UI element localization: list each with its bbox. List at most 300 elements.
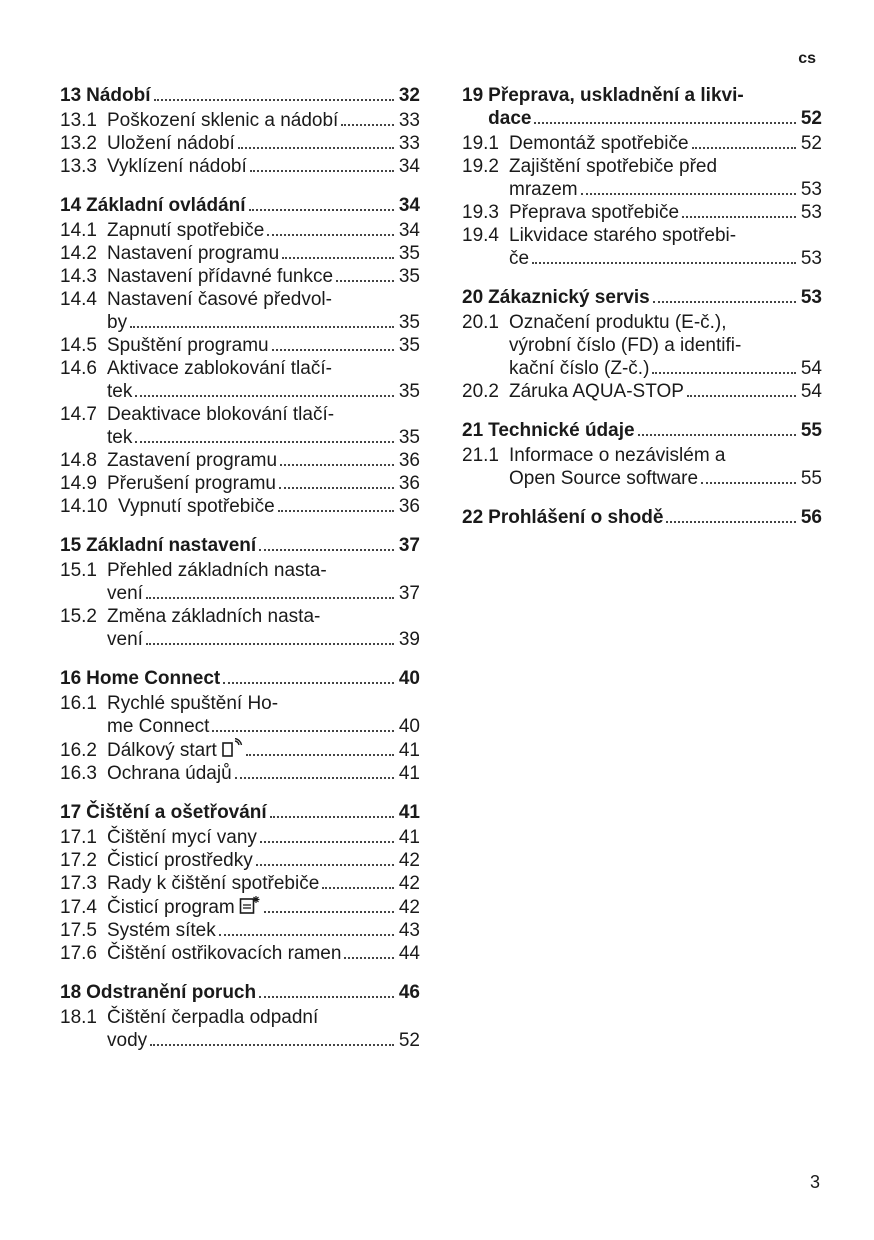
chapter-title	[86, 981, 420, 1004]
toc-page-number: 32	[398, 85, 420, 106]
dot-leader	[150, 1044, 394, 1046]
toc-entry-text: Čištění a ošetřování	[86, 802, 267, 823]
chapter-number: 17	[60, 802, 82, 823]
toc-leader-line	[509, 201, 822, 224]
toc-subentry-13-1[interactable]	[60, 109, 420, 132]
toc-page-number: 39	[398, 629, 420, 650]
toc-entry-text: Deaktivace blokování tlačí-	[107, 404, 335, 425]
subentry-number: 19.2	[462, 156, 499, 177]
dot-leader	[270, 816, 394, 818]
toc-entry-text: Přeprava spotřebiče	[509, 202, 680, 223]
subentry-title	[107, 155, 420, 178]
page-number: 3	[809, 1172, 820, 1192]
toc-leader-line	[86, 534, 420, 557]
toc-page-number: 35	[398, 381, 420, 402]
toc-section-14	[60, 194, 420, 518]
toc-page-number: 42	[398, 873, 420, 894]
subentry-title	[107, 472, 420, 495]
dot-leader	[666, 521, 795, 523]
toc-entry-text: Nastavení programu	[107, 243, 280, 264]
toc-subentry-14-4[interactable]	[60, 288, 420, 334]
toc-subentry-14-1[interactable]	[60, 219, 420, 242]
toc-subentry-14-10[interactable]	[60, 495, 420, 518]
toc-entry-text: Demontáž spotřebiče	[509, 133, 689, 154]
dot-leader	[687, 395, 796, 397]
toc-page-number: 35	[398, 243, 420, 264]
subentry-title	[118, 495, 420, 518]
subentry-title	[107, 1006, 420, 1052]
subentry-number: 14.3	[60, 266, 97, 287]
dot-leader	[238, 147, 394, 149]
subentry-title	[509, 444, 822, 490]
toc-leader-line	[107, 155, 420, 178]
toc-entry-text: Prohlášení o shodě	[488, 507, 664, 528]
toc-leader-line	[107, 715, 420, 738]
toc-entry-text: Rady k čištění spotřebiče	[107, 873, 320, 894]
subentry-number: 13.3	[60, 156, 97, 177]
chapter-title	[488, 84, 822, 130]
chapter-number: 16	[60, 668, 82, 689]
subentry-number: 16.2	[60, 740, 97, 761]
subentry-number: 14.10	[60, 496, 108, 517]
toc-column-right	[462, 84, 822, 545]
toc-entry-text: Změna základních nasta-	[107, 606, 321, 627]
toc-section-15	[60, 534, 420, 651]
dot-leader	[272, 349, 394, 351]
toc-entry-text: Čištění mycí vany	[107, 827, 257, 848]
chapter-title	[488, 506, 822, 529]
subentry-title	[107, 849, 420, 872]
toc-subentry-17-1[interactable]	[60, 826, 420, 849]
toc-chapter-heading[interactable]	[462, 286, 822, 309]
chapter-title	[86, 801, 420, 824]
toc-page-number: 46	[398, 982, 420, 1003]
toc-entry-text: Spuštění programu	[107, 335, 269, 356]
toc-entry-text: Zastavení programu	[107, 450, 278, 471]
toc-page-number: 42	[398, 850, 420, 871]
toc-subentry-20-1[interactable]	[462, 311, 822, 380]
subentry-number: 16.3	[60, 763, 97, 784]
toc-entry-text: Vyklízení nádobí	[107, 156, 247, 177]
dot-leader	[146, 597, 394, 599]
subentry-number: 14.6	[60, 358, 97, 379]
toc-entry-text: Zajištění spotřebiče před	[509, 156, 718, 177]
subentry-number: 15.2	[60, 606, 97, 627]
dot-leader	[532, 262, 796, 264]
toc-entry-text: dace	[488, 108, 532, 129]
dot-leader	[219, 934, 394, 936]
toc-page-number: 41	[398, 763, 420, 784]
toc-chapter-heading[interactable]	[462, 506, 822, 529]
dot-leader	[336, 280, 394, 282]
dot-leader	[259, 549, 394, 551]
toc-subentry-17-2[interactable]	[60, 849, 420, 872]
toc-leader-line	[509, 178, 822, 201]
toc-entry-text: Rychlé spuštění Ho-	[107, 693, 279, 714]
toc-page-number: 44	[398, 943, 420, 964]
toc-entry-text: Čisticí program	[107, 897, 235, 918]
dot-leader	[135, 395, 394, 397]
toc-entry-text: mrazem	[509, 179, 578, 200]
toc-leader-line	[86, 194, 420, 217]
subentry-title	[107, 449, 420, 472]
subentry-number: 14.1	[60, 220, 97, 241]
subentry-title	[107, 762, 420, 785]
toc-entry-text: Záruka AQUA-STOP	[509, 381, 684, 402]
toc-entry-text: Čisticí prostředky	[107, 850, 253, 871]
toc-entry-text: vení	[107, 583, 143, 604]
toc-leader-line	[107, 219, 420, 242]
dot-leader	[246, 754, 394, 756]
dot-leader	[652, 372, 795, 374]
toc-entry-text: výrobní číslo (FD) a identifi-	[509, 335, 742, 356]
toc-leader-line	[107, 895, 420, 919]
toc-leader-line	[107, 942, 420, 965]
subentry-title	[107, 942, 420, 965]
toc-page-number: 35	[398, 427, 420, 448]
toc-entry-text: by	[107, 312, 128, 333]
toc-page-number: 40	[398, 668, 420, 689]
toc-page-number: 36	[398, 473, 420, 494]
toc-entry-text: Technické údaje	[488, 420, 635, 441]
toc-entry-text: Home Connect	[86, 668, 221, 689]
toc-leader-line	[107, 132, 420, 155]
toc-entry-text: Čištění čerpadla odpadní	[107, 1007, 319, 1028]
toc-page-number: 41	[398, 802, 420, 823]
toc-chapter-heading[interactable]	[60, 84, 420, 107]
toc-leader-line	[509, 467, 822, 490]
toc-entry-text: Základní ovládání	[86, 195, 246, 216]
toc-subentry-15-2[interactable]	[60, 605, 420, 651]
remote-start-icon	[221, 738, 243, 762]
toc-leader-line	[86, 981, 420, 1004]
subentry-title	[107, 265, 420, 288]
toc-entry-text: vody	[107, 1030, 148, 1051]
toc-entry-text: Čištění ostřikovacích ramen	[107, 943, 342, 964]
chapter-title	[86, 194, 420, 217]
toc-page-number: 53	[800, 248, 822, 269]
toc-leader-line	[509, 132, 822, 155]
toc-chapter-heading[interactable]	[60, 981, 420, 1004]
toc-leader-line	[107, 109, 420, 132]
toc-entry-text: Ochrana údajů	[107, 763, 232, 784]
toc-entry-text: Dálkový start	[107, 740, 217, 761]
toc-page-number: 52	[800, 133, 822, 154]
chapter-number: 13	[60, 85, 82, 106]
chapter-title	[488, 419, 822, 442]
dot-leader	[235, 777, 394, 779]
toc-section-20	[462, 286, 822, 403]
toc-page-number: 34	[398, 156, 420, 177]
toc-entry-text: Nastavení přídavné funkce	[107, 266, 334, 287]
toc-subentry-15-1[interactable]	[60, 559, 420, 605]
toc-page-number: 35	[398, 266, 420, 287]
toc-leader-line	[107, 1029, 420, 1052]
toc-chapter-heading[interactable]	[462, 84, 822, 130]
subentry-number: 21.1	[462, 445, 499, 466]
toc-entry-text: Základní nastavení	[86, 535, 257, 556]
toc-entry-text: Nádobí	[86, 85, 151, 106]
toc-leader-line	[107, 762, 420, 785]
toc-leader-line	[107, 426, 420, 449]
subentry-number: 17.2	[60, 850, 97, 871]
subentry-title	[509, 155, 822, 201]
chapter-number: 21	[462, 420, 484, 441]
toc-leader-line	[107, 582, 420, 605]
toc-subentry-17-6[interactable]	[60, 942, 420, 965]
subentry-title	[107, 132, 420, 155]
subentry-number: 13.2	[60, 133, 97, 154]
toc-leader-line	[107, 738, 420, 762]
toc-entry-text: Zapnutí spotřebiče	[107, 220, 265, 241]
toc-subentry-19-3[interactable]	[462, 201, 822, 224]
toc-page-number: 55	[800, 420, 822, 441]
toc-chapter-heading[interactable]	[60, 194, 420, 217]
toc-leader-line	[107, 919, 420, 942]
toc-subentry-14-9[interactable]	[60, 472, 420, 495]
toc-section-21	[462, 419, 822, 490]
toc-page-number: 53	[800, 179, 822, 200]
subentry-title	[107, 738, 420, 762]
toc-entry-text: Přerušení programu	[107, 473, 276, 494]
toc-section-16	[60, 667, 420, 785]
toc-leader-line	[107, 849, 420, 872]
toc-entry-text: tek	[107, 381, 133, 402]
subentry-number: 15.1	[60, 560, 97, 581]
dot-leader	[259, 996, 394, 998]
toc-section-13	[60, 84, 420, 178]
toc-subentry-14-3[interactable]	[60, 265, 420, 288]
toc-entry-text: me Connect	[107, 716, 210, 737]
toc-leader-line	[107, 826, 420, 849]
dot-leader	[638, 434, 796, 436]
subentry-number: 14.2	[60, 243, 97, 264]
toc-page-number: 37	[398, 583, 420, 604]
toc-leader-line	[488, 286, 822, 309]
toc-entry-text: če	[509, 248, 530, 269]
toc-subentry-14-5[interactable]	[60, 334, 420, 357]
subentry-title	[107, 919, 420, 942]
subentry-number: 17.4	[60, 897, 97, 918]
toc-page-number: 35	[398, 335, 420, 356]
toc-entry-text: Informace o nezávislém a	[509, 445, 726, 466]
toc-entry-text: Likvidace starého spotřebi-	[509, 225, 737, 246]
toc-leader-line	[107, 872, 420, 895]
chapter-title	[488, 286, 822, 309]
toc-subentry-19-2[interactable]	[462, 155, 822, 201]
toc-page-number: 36	[398, 450, 420, 471]
dot-leader	[154, 99, 394, 101]
subentry-number: 17.6	[60, 943, 97, 964]
toc-entry-text: Systém sítek	[107, 920, 216, 941]
subentry-number: 18.1	[60, 1007, 97, 1028]
toc-page-number: 54	[800, 358, 822, 379]
subentry-title	[509, 132, 822, 155]
toc-leader-line	[509, 247, 822, 270]
toc-subentry-20-2[interactable]	[462, 380, 822, 403]
toc-subentry-13-2[interactable]	[60, 132, 420, 155]
toc-page-number: 35	[398, 312, 420, 333]
toc-subentry-17-5[interactable]	[60, 919, 420, 942]
dot-leader	[653, 301, 796, 303]
toc-chapter-heading[interactable]	[60, 667, 420, 690]
subentry-number: 14.8	[60, 450, 97, 471]
dot-leader	[256, 864, 394, 866]
toc-page-number: 40	[398, 716, 420, 737]
toc-subentry-16-2[interactable]	[60, 738, 420, 762]
toc-page-number: 53	[800, 202, 822, 223]
dot-leader	[282, 257, 394, 259]
subentry-number: 20.2	[462, 381, 499, 402]
toc-subentry-14-8[interactable]	[60, 449, 420, 472]
toc-entry-text: tek	[107, 427, 133, 448]
chapter-title	[86, 84, 420, 107]
toc-entry-text: Označení produktu (E-č.),	[509, 312, 727, 333]
subentry-title	[107, 605, 420, 651]
chapter-number: 19	[462, 85, 484, 106]
dot-leader	[264, 911, 394, 913]
dot-leader	[146, 643, 394, 645]
dot-leader	[682, 216, 796, 218]
chapter-title	[86, 534, 420, 557]
toc-subentry-13-3[interactable]	[60, 155, 420, 178]
toc-entry-text: Přehled základních nasta-	[107, 560, 327, 581]
toc-entry-text: Vypnutí spotřebiče	[118, 496, 275, 517]
toc-entry-text: Zákaznický servis	[488, 287, 650, 308]
toc-section-19	[462, 84, 822, 270]
toc-entry-text: Open Source software	[509, 468, 699, 489]
dot-leader	[135, 441, 394, 443]
toc-page-number: 36	[398, 496, 420, 517]
toc-entry-text: Nastavení časové předvol-	[107, 289, 332, 310]
chapter-number: 18	[60, 982, 82, 1003]
dot-leader	[341, 124, 394, 126]
dot-leader	[692, 147, 796, 149]
toc-leader-line	[509, 357, 822, 380]
toc-entry-text: kační číslo (Z-č.)	[509, 358, 650, 379]
dot-leader	[212, 730, 393, 732]
dot-leader	[223, 682, 394, 684]
toc-subentry-17-3[interactable]	[60, 872, 420, 895]
dot-leader	[250, 170, 394, 172]
toc-leader-line	[86, 667, 420, 690]
toc-leader-line	[107, 311, 420, 334]
toc-leader-line	[107, 472, 420, 495]
subentry-title	[107, 242, 420, 265]
toc-entry-text: vení	[107, 629, 143, 650]
toc-chapter-heading[interactable]	[462, 419, 822, 442]
subentry-title	[509, 380, 822, 403]
toc-page-number: 42	[398, 897, 420, 918]
toc-column-left	[60, 84, 420, 1068]
toc-subentry-19-4[interactable]	[462, 224, 822, 270]
toc-leader-line	[107, 242, 420, 265]
subentry-number: 17.1	[60, 827, 97, 848]
dot-leader	[581, 193, 796, 195]
subentry-number: 17.5	[60, 920, 97, 941]
subentry-title	[107, 219, 420, 242]
dot-leader	[322, 887, 394, 889]
cleaning-program-icon	[239, 895, 261, 919]
toc-entry-text: Odstranění poruch	[86, 982, 257, 1003]
toc-page-number: 33	[398, 133, 420, 154]
toc-page-number: 41	[398, 740, 420, 761]
toc-leader-line	[86, 801, 420, 824]
toc-entry-text: Uložení nádobí	[107, 133, 235, 154]
toc-subentry-16-1[interactable]	[60, 692, 420, 738]
toc-chapter-heading[interactable]	[60, 801, 420, 824]
subentry-number: 14.7	[60, 404, 97, 425]
toc-entry-text: Přeprava, uskladnění a likvi-	[488, 85, 744, 106]
dot-leader	[534, 122, 795, 124]
subentry-title	[107, 403, 420, 449]
subentry-title	[107, 895, 420, 919]
toc-leader-line	[86, 84, 420, 107]
subentry-number: 19.1	[462, 133, 499, 154]
dot-leader	[279, 487, 394, 489]
toc-page-number: 37	[398, 535, 420, 556]
subentry-number: 14.9	[60, 473, 97, 494]
subentry-title	[107, 109, 420, 132]
toc-chapter-heading[interactable]	[60, 534, 420, 557]
toc-section-18	[60, 981, 420, 1052]
chapter-number: 22	[462, 507, 484, 528]
toc-subentry-21-1[interactable]	[462, 444, 822, 490]
dot-leader	[267, 234, 393, 236]
toc-leader-line	[488, 419, 822, 442]
toc-leader-line	[107, 334, 420, 357]
chapter-number: 20	[462, 287, 484, 308]
toc-leader-line	[118, 495, 420, 518]
toc-subentry-19-1[interactable]	[462, 132, 822, 155]
dot-leader	[278, 510, 394, 512]
toc-leader-line	[107, 449, 420, 472]
toc-entry-text: Poškození sklenic a nádobí	[107, 110, 339, 131]
toc-page-number: 54	[800, 381, 822, 402]
language-code: cs	[798, 50, 816, 67]
subentry-number: 19.4	[462, 225, 499, 246]
toc-subentry-14-6[interactable]	[60, 357, 420, 403]
chapter-number: 14	[60, 195, 82, 216]
subentry-number: 17.3	[60, 873, 97, 894]
subentry-title	[107, 357, 420, 403]
toc-subentry-14-7[interactable]	[60, 403, 420, 449]
dot-leader	[260, 841, 394, 843]
subentry-title	[107, 826, 420, 849]
subentry-title	[509, 311, 822, 380]
toc-page-number: 53	[800, 287, 822, 308]
subentry-number: 14.5	[60, 335, 97, 356]
toc-page-number: 52	[800, 108, 822, 129]
subentry-title	[509, 224, 822, 270]
toc-subentry-17-4[interactable]	[60, 895, 420, 919]
toc-leader-line	[488, 107, 822, 130]
subentry-number: 14.4	[60, 289, 97, 310]
toc-page-number: 41	[398, 827, 420, 848]
subentry-title	[509, 201, 822, 224]
toc-leader-line	[107, 380, 420, 403]
toc-page-number: 33	[398, 110, 420, 131]
toc-leader-line	[509, 380, 822, 403]
chapter-number: 15	[60, 535, 82, 556]
toc-subentry-14-2[interactable]	[60, 242, 420, 265]
toc-page-number: 34	[398, 220, 420, 241]
toc-page-number: 43	[398, 920, 420, 941]
toc-subentry-16-3[interactable]	[60, 762, 420, 785]
subentry-title	[107, 692, 420, 738]
toc-subentry-18-1[interactable]	[60, 1006, 420, 1052]
toc-page-number: 56	[800, 507, 822, 528]
